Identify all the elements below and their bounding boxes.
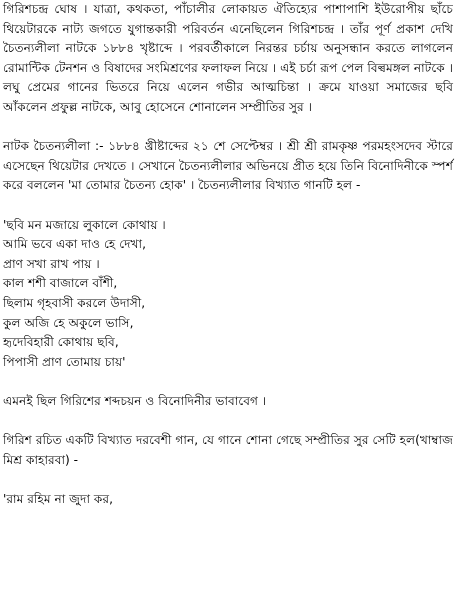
song-line: পিপাসী প্রাণ তোমায় চায়' [3,354,126,369]
song-line: কুল অজি হে অকুলে ভাসি, [3,315,134,330]
paragraph-chaitanyaleela: নাটক চৈতন্যলীলা :- ১৮৮৪ খ্রীষ্টাব্দের ২১ শে সেপ্টেম্বর । শ্রী শ্রী রামকৃষ্ণ পরমহংসদেব স্টারে এসেছেন থিয়েটার দেখতে । সেখানে চৈতন্যলীলার অভিনয়ে প্রীত হয়ে তিনি বিনোদিনীকে স্পর্শ করে বললেন 'মা তোমার চৈতন্য হোক' । চৈতন্যলীলার বিখ্যাত গানটি হল - [3,139,453,193]
paragraph-word-choice: এমনই ছিল গিরিশের শব্দচয়ন ও বিনোদিনীর ভাবাবেগ । [3,393,267,408]
paragraph-darbeshi-song: গিরিশ রচিত একটি বিখ্যাত দরবেশী গান, যে গানে শোনা গেছে সম্প্রীতির সুর সেটি হল(খাম্বাজ মিশ্র কাহারবা) - [3,433,453,467]
song-line: 'ছবি মন মজায়ে লুকালে কোথায় । [3,217,166,232]
song-line: 'রাম রহিম না জুদা কর, [3,491,113,506]
document-page [3,0,453,509]
song-line: প্রাণ সখা রাখ পায় । [3,256,100,271]
paragraph-gap [3,411,453,431]
song-line: হৃদেবিহারী কোথায় ছবি, [3,335,119,350]
song-line: কাল শশী বাজালে বাঁশী, [3,276,118,291]
song-line: আমি ভবে একা দাও হে দেখা, [3,237,146,252]
song-darbeshi [3,490,453,510]
paragraph-gap [3,372,453,392]
paragraph-gap [3,196,453,216]
paragraph-gap [3,470,453,490]
song-line: ছিলাম গৃহবাসী করলে উদাসী, [3,295,146,310]
song-chaitanyaleela [3,216,453,373]
paragraph-girish-intro: গিরিশচন্দ্র ঘোষ । যাত্রা, কথকতা, পাঁচালীর লোকায়ত ঐতিহ্যের পাশাপাশি ইউরোপীয় ছাঁচে থিয়েটারকে নাট্য জগতে যুগান্তকারী পরিবর্তন এনেছিলেন গিরিশচন্দ্র । তাঁর পূর্ণ প্রকাশ দেখি চৈতন্যলীলা নাটকে ১৮৮৪ খৃষ্টাব্দে । পরবর্তীকালে নিরন্তর চর্চায় অনুসন্ধান করতে লাগলেন রোমান্টিক টেনশন ও বিষাদের সংমিশ্রণের ফলাফল নিয়ে । এই চর্চা রূপ পেল বিল্বমঙ্গল নাটকে । লঘু প্রেমের গানের ভিতরে নিয়ে এলেন গভীর আত্মচিন্তা । ক্রমে যাওয়া সমাজের ছবি আঁকলেন প্রফুল্ল নাটকে, আবু হোসেনে শোনালেন সম্প্রীতির সুর । [3,2,453,114]
paragraph-gap [3,118,453,138]
